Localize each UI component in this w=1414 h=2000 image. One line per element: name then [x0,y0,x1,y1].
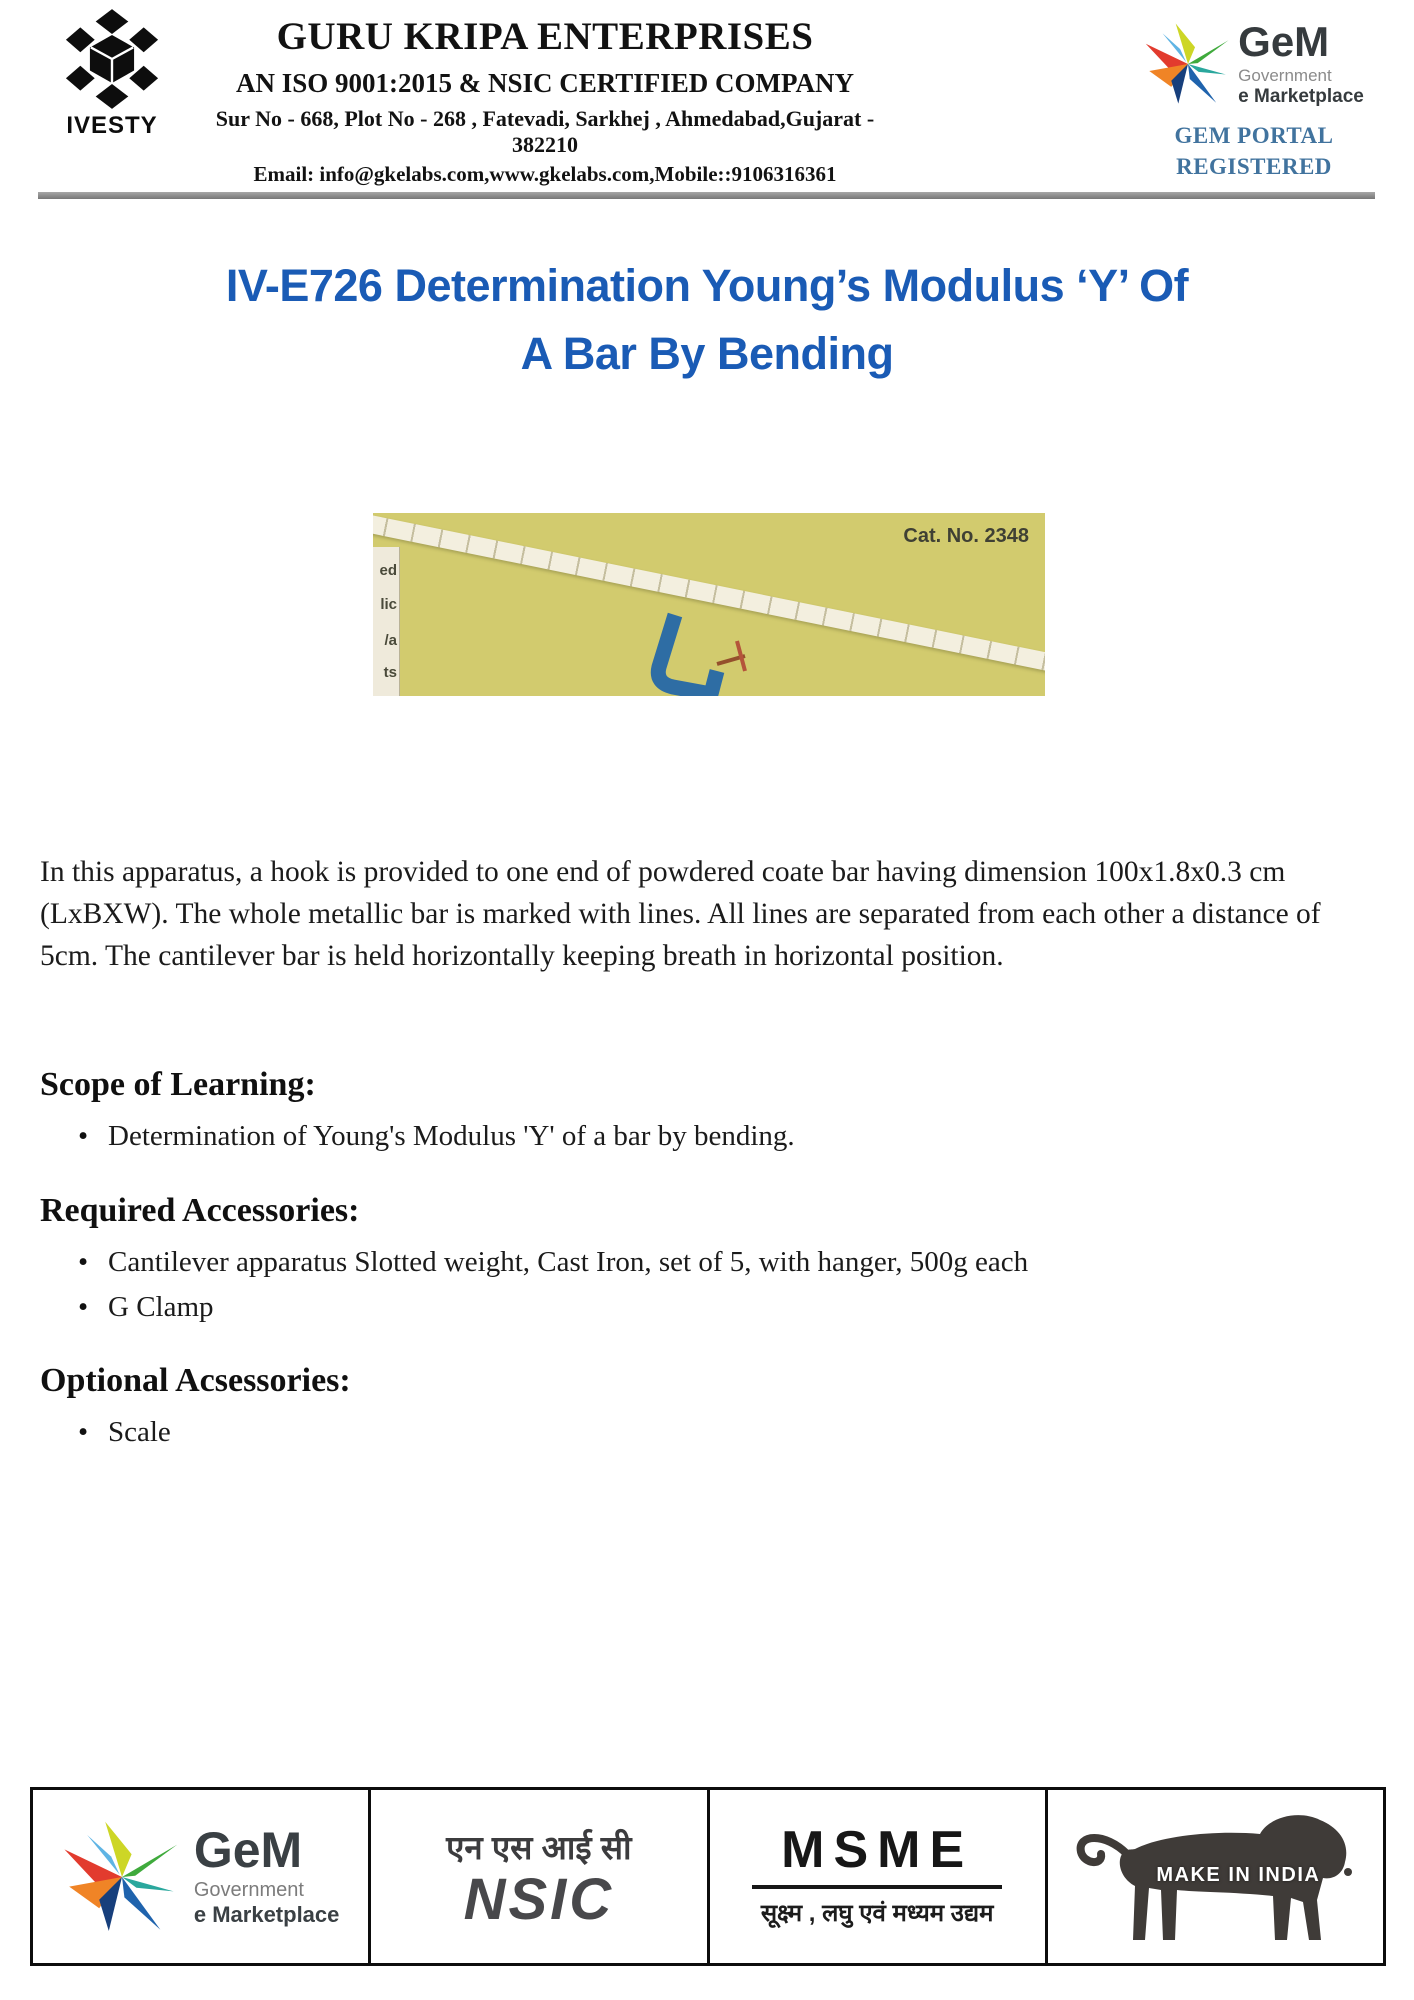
nsic-logo-box [368,1787,709,1966]
msme-hindi-label: सूक्ष्म , लघु एवं मध्यम उद्यम [760,1900,994,1927]
list-item: • Cantilever apparatus Slotted weight, Cast Iron, set of 5, with hanger, 500g each [78,1240,1370,1285]
image-left-text-strip [373,547,400,696]
image-text-fragment: /a [384,632,397,649]
contact-line: Email: info@gkelabs.com,www.gkelabs.com,Mobile::9106316361 [253,161,837,186]
header-divider [38,192,1375,199]
image-text-fragment: lic [380,596,397,613]
gem-logo-box [30,1787,371,1966]
section-list [40,1114,1370,1159]
msme-underline [752,1885,1002,1889]
section-heading: Required Accessories: [40,1192,360,1229]
section-required-accessories [40,1192,1370,1330]
image-text-fragment: ts [383,664,397,681]
msme-logo [752,1821,1002,1929]
certification-line: AN ISO 9001:2015 & NSIC CERTIFIED COMPANY [235,67,855,98]
ivesty-logo-label: IVESTY [66,112,158,139]
gem-brand-label: GeM [193,1822,303,1878]
section-list [40,1240,1370,1330]
gem-registration-block [1118,17,1390,182]
g-clamp-icon [641,609,773,696]
gem-star-icon [62,1817,182,1937]
ivesty-logo [56,8,168,140]
page-title [0,252,1414,387]
product-image [373,513,1045,696]
page-title-line1: IV-E726 Determination Young’s Modulus ‘Y’ Of [225,260,1189,311]
bullet-icon: • [78,1290,89,1323]
company-header-block [195,16,895,187]
msme-logo-box [707,1787,1048,1966]
gem-marketplace-label: e Marketplace [1238,85,1364,107]
product-description: In this apparatus, a hook is provided to one end of powdered coate bar having dimension 100x1.8x0.3 cm (LxBXW). The whole metallic bar is marked with lines. All lines are separated from each other a distance of 5cm. The cantilever bar is held horizontally keeping breath in horizontal position. [40,856,1321,973]
page-title-line2: A Bar By Bending [520,327,894,379]
image-text-fragment: ed [379,562,397,579]
bullet-icon: • [78,1246,89,1278]
nsic-hindi-label: एन एस आई सी [446,1829,632,1866]
nsic-latin-label: NSIC [463,1867,615,1932]
section-heading: Scope of Learning: [40,1066,316,1103]
gem-star-icon [1144,20,1232,108]
section-list [40,1410,1370,1455]
nsic-logo [446,1824,632,1932]
make-in-india-logo-box [1045,1787,1386,1966]
section-optional-accessories [40,1362,1370,1455]
certification-logo-strip [30,1787,1386,1966]
bullet-icon: • [78,1120,89,1152]
gem-portal-registered-label: GEM PORTAL REGISTERED [1174,123,1334,180]
make-in-india-label: MAKE IN INDIA [1156,1864,1321,1886]
list-item: • G Clamp [78,1285,1370,1330]
company-name: GURU KRIPA ENTERPRISES [276,15,814,58]
address-line: Sur No - 668, Plot No - 268 , Fatevadi, Sarkhej , Ahmedabad,Gujarat - 382210 [215,105,875,157]
section-scope-of-learning [40,1066,1370,1159]
catalog-number-label: Cat. No. 2348 [903,525,1029,547]
gem-brand-label: GeM [1238,17,1330,65]
msme-acronym-label: MSME [781,1821,974,1879]
list-item: • Determination of Young's Modulus 'Y' of a bar by bending. [78,1114,1370,1159]
ivesty-cube-icon [64,8,160,110]
bullet-icon: • [78,1416,89,1448]
gem-marketplace-label: e Marketplace [193,1902,340,1927]
list-item: • Scale [78,1410,1370,1455]
section-heading: Optional Acsessories: [40,1362,351,1399]
gem-government-label: Government [193,1879,304,1901]
gem-government-label: Government [1238,65,1332,85]
